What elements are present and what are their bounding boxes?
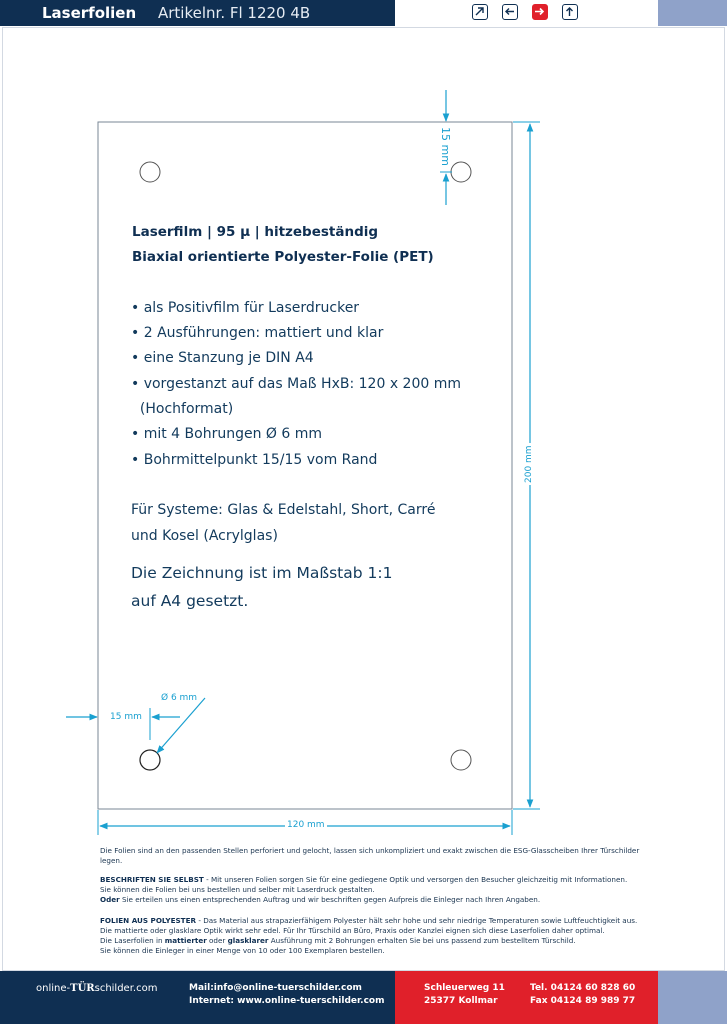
dim-height-label: 200 mm [524,445,534,483]
footer-phone: Tel. 04124 60 828 60 [530,983,636,993]
heading-product: Laserfilm | 95 µ | hitzebeständig [132,224,379,240]
fineprint-text: - Das Material aus strapazierfähigem Polyester hält sehr hohe und sehr niedrige Temperaturen sowie Luftfeuchtigkeit aus. [196,916,638,925]
dim-top-label: 15 mm [439,127,452,166]
drill-hole-top-left [140,162,160,182]
footer-city: 25377 Kollmar [424,996,498,1006]
brand-logo-part: online- [36,983,71,994]
feature-item: • mit 4 Bohrungen Ø 6 mm [131,426,323,442]
diameter-leader [157,698,205,753]
footer-bar [0,971,727,1024]
feature-item: • als Positivfilm für Laserdrucker [131,300,360,316]
scale-note: auf A4 gesetzt. [131,592,249,610]
fineprint-text: Die mattierte oder glasklare Optik wirkt sehr edel. Für Ihr Türschild an Büro, Praxis oder Kanzlei eignen sich diese Laserfolien daher optimal. [100,926,605,935]
article-number: Artikelnr. Fl 1220 4B [158,4,311,22]
systems-text: Für Systeme: Glas & Edelstahl, Short, Carré [131,502,436,518]
fineprint-text: Die Laserfolien in [100,936,165,945]
feature-item: • eine Stanzung je DIN A4 [131,350,314,366]
footer-street: Schleuerweg 11 [424,983,505,993]
footer-fax: Fax 04124 89 989 77 [530,996,636,1006]
footer-blue-band [658,971,727,1024]
drill-hole-top-right [451,162,471,182]
feature-item: (Hochformat) [131,401,234,417]
brand-logo-part: TÜR [70,983,95,994]
scale-note: Die Zeichnung ist im Maßstab 1:1 [131,564,393,582]
fineprint-emphasis: mattierter [164,936,207,945]
fineprint-text: oder [206,936,228,945]
fineprint-text: Sie können die Einleger in einer Menge von 10 oder 100 Exemplaren bestellen. [100,946,385,955]
hole-diameter-label: Ø 6 mm [161,693,198,703]
brand-logo[interactable] [36,983,157,994]
heading-material: Biaxial orientierte Polyester-Folie (PET) [132,249,434,265]
fineprint-text: Die Folien sind an den passenden Stellen perforiert und gelocht, lassen sich unkompliziert und exakt zwischen die ESG-Glasscheiben Ihrer Türschilder legen. [100,846,640,865]
feature-item: • 2 Ausführungen: mattiert und klar [131,325,384,341]
fineprint-selfprint [100,875,660,905]
brand-logo-part: schilder.com [94,983,158,994]
footer-website-link[interactable]: Internet: www.online-tuerschilder.com [189,996,385,1006]
fineprint-emphasis: glasklarer [227,936,269,945]
footer-mail-link[interactable]: Mail:info@online-tuerschilder.com [189,983,362,993]
dim-left-label: 15 mm [110,712,142,722]
fineprint-heading: FOLIEN AUS POLYESTER [100,916,197,925]
dim-width-label: 120 mm [287,820,325,830]
fineprint-emphasis: Oder [100,895,120,904]
feature-item: • vorgestanzt auf das Maß HxB: 120 x 200 mm [131,376,461,392]
fineprint-material [100,916,660,956]
feature-item: • Bohrmittelpunkt 15/15 vom Rand [131,452,378,468]
fineprint-intro [100,846,660,866]
fineprint-text: - Mit unseren Folien sorgen Sie für eine gediegene Optik und versorgen den Besucher gleichzeitig mit Informationen. [203,875,628,884]
page-title: Laserfolien [42,4,137,22]
fineprint-text: Sie erteilen uns einen entsprechenden Auftrag und wir beschriften gegen Aufpreis die Einleger nach Ihren Angaben. [119,895,541,904]
drill-hole-bottom-right [451,750,471,770]
fineprint-heading: BESCHRIFTEN SIE SELBST [100,875,204,884]
systems-text: und Kosel (Acrylglas) [131,528,278,544]
fineprint-text: Ausführung mit 2 Bohrungen erhalten Sie bei uns passend zum bestelltem Türschild. [268,936,576,945]
fineprint-text: Sie können die Folien bei uns bestellen und selber mit Laserdruck gestalten. [100,885,375,894]
